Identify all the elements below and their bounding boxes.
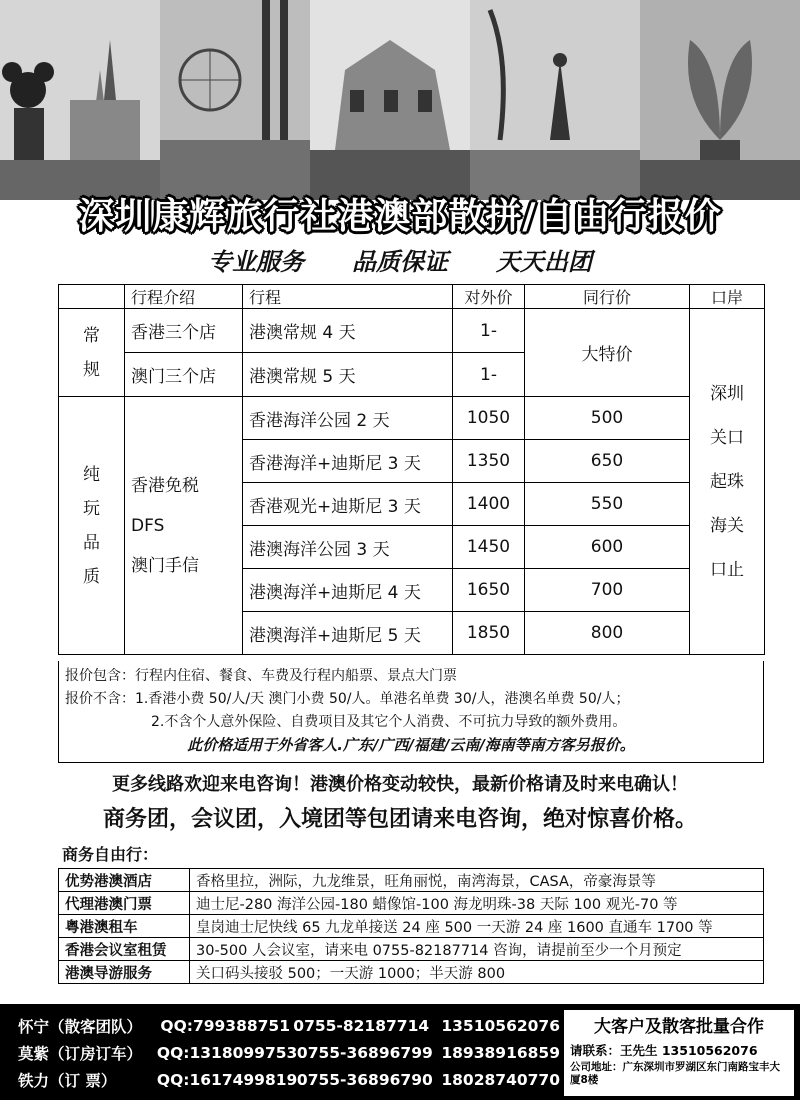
business-key: 香港会议室租赁: [59, 938, 190, 961]
note-excluded-1: 报价不含：1.香港小费 50/人/天 澳门小费 50/人。单港名单费 30/人，港澳名单费 50/人；: [65, 691, 630, 707]
business-key: 粤港澳租车: [59, 915, 190, 938]
business-value: 迪士尼-280 海洋公园-180 蜡像馆-100 海龙明珠-38 天际 100 观光-70 等: [190, 892, 764, 915]
banner-photo-collage: [0, 0, 800, 200]
business-value: 关口码头接驳 500；一天游 1000；半天游 800: [190, 961, 764, 984]
contact-qq: QQ:1617499819: [156, 1070, 298, 1089]
contact-qq: QQ:799388751: [160, 1016, 291, 1035]
public-price-cell: 1400: [453, 483, 525, 526]
contact-name: 莫紫（订房订车）: [18, 1044, 143, 1063]
vip-address: 公司地址：广东深圳市罗湖区东门南路宝丰大厦8楼: [570, 1061, 780, 1086]
category-regular: 常 规: [59, 309, 125, 397]
contact-tel: 0755-36896799: [296, 1043, 433, 1062]
route-cell: 港澳海洋+迪斯尼 5 天: [243, 612, 453, 655]
slogan-quality: 品质保证: [352, 248, 448, 276]
public-price-cell: 1350: [453, 440, 525, 483]
peer-price-cell: 600: [525, 526, 690, 569]
slogan-professional: 专业服务: [208, 248, 304, 276]
header-public-price: 对外价: [453, 285, 525, 309]
table-row: [59, 892, 764, 915]
peer-price-cell: 650: [525, 440, 690, 483]
banner-illustration: [0, 0, 800, 200]
peer-price-cell: 800: [525, 612, 690, 655]
vip-heading: 大客户及散客批量合作: [594, 1017, 764, 1037]
contact-name: 怀宁（散客团队）: [18, 1017, 143, 1036]
route-cell: 港澳常规 5 天: [243, 353, 453, 397]
table-row: [59, 938, 764, 961]
contact-mobile: 18028740770: [441, 1070, 560, 1089]
contact-row: [0, 1012, 560, 1039]
intro-cell: 香港三个店: [125, 309, 243, 353]
slogan-daily: 天天出团: [496, 248, 592, 276]
table-row: [59, 397, 765, 440]
peer-price-cell: 700: [525, 569, 690, 612]
contact-name: 铁力（订 票）: [18, 1071, 117, 1090]
contact-list: [0, 1012, 560, 1093]
route-cell: 香港海洋+迪斯尼 3 天: [243, 440, 453, 483]
pure-intro-cell: 香港免税 DFS 澳门手信: [125, 397, 243, 655]
contact-mobile: 18938916859: [441, 1043, 560, 1062]
contact-qq: QQ:1318099753: [156, 1043, 298, 1062]
header-port: 口岸: [690, 285, 765, 309]
table-row: [59, 915, 764, 938]
table-row: [59, 961, 764, 984]
contact-row: [0, 1066, 560, 1093]
slogan-bar: [0, 242, 800, 277]
intro-cell: 澳门三个店: [125, 353, 243, 397]
special-price: 大特价: [525, 309, 690, 397]
note-applies: 此价格适用于外省客人.广东/广西/福建/云南/海南等南方客另报价。: [187, 736, 635, 754]
contact-tel: 0755-36896790: [296, 1070, 433, 1089]
public-price-cell: 1-: [453, 353, 525, 397]
route-cell: 港澳海洋公园 3 天: [243, 526, 453, 569]
route-cell: 港澳海洋+迪斯尼 4 天: [243, 569, 453, 612]
promo-line-1: 更多线路欢迎来电咨询！港澳价格变动较快，最新价格请及时来电确认！: [112, 774, 688, 795]
bauhinia-statue-photo: [640, 0, 800, 200]
business-value: 香格里拉，洲际，九龙维景，旺角丽悦，南湾海景，CASA，帝豪海景等: [190, 869, 764, 892]
table-row: [59, 869, 764, 892]
contact-tel: 0755-82187714: [293, 1016, 430, 1035]
business-key: 港澳导游服务: [59, 961, 190, 984]
route-cell: 香港海洋公园 2 天: [243, 397, 453, 440]
business-key: 代理港澳门票: [59, 892, 190, 915]
port-cell: 深圳 关口 起珠 海关 口止: [690, 309, 765, 655]
public-price-cell: 1650: [453, 569, 525, 612]
public-price-cell: 1-: [453, 309, 525, 353]
header-blank: [59, 285, 125, 309]
business-value: 30-500 人会议室，请来电 0755-82187714 咨询，请提前至少一个月预定: [190, 938, 764, 961]
promo-line-2: 商务团，会议团，入境团等包团请来电咨询，绝对惊喜价格。: [102, 807, 697, 832]
ruins-facade-photo: [310, 0, 470, 200]
header-peer-price: 同行价: [525, 285, 690, 309]
vip-cooperation-box: [564, 1010, 794, 1096]
category-pure: 纯 玩 品 质: [59, 397, 125, 655]
note-excluded-2: 2.不含个人意外保险、自费项目及其它个人消费、不可抗力导致的额外费用。: [151, 714, 627, 730]
vip-contact: 请联系：王先生 13510562076: [570, 1043, 758, 1058]
price-table: [58, 284, 765, 655]
business-table: [58, 868, 764, 984]
public-price-cell: 1050: [453, 397, 525, 440]
route-cell: 香港观光+迪斯尼 3 天: [243, 483, 453, 526]
price-notes: [58, 661, 764, 763]
table-row: [59, 309, 765, 353]
business-label: 商务自由行：: [62, 845, 159, 864]
contact-row: [0, 1039, 560, 1066]
header-route: 行程: [243, 285, 453, 309]
peer-price-cell: 550: [525, 483, 690, 526]
business-key: 优势港澳酒店: [59, 869, 190, 892]
route-cell: 港澳常规 4 天: [243, 309, 453, 353]
business-value: 皇岗迪士尼快线 65 九龙单接送 24 座 500 一天游 24 座 1600 直通车 1700 等: [190, 915, 764, 938]
ferris-wheel-photo: [160, 0, 310, 200]
castle-photo: [0, 0, 160, 200]
page-title: 深圳康辉旅行社港澳部散拼/自由行报价: [78, 196, 722, 237]
contact-mobile: 13510562076: [441, 1016, 560, 1035]
public-price-cell: 1850: [453, 612, 525, 655]
peer-price-cell: 500: [525, 397, 690, 440]
header-intro: 行程介绍: [125, 285, 243, 309]
public-price-cell: 1450: [453, 526, 525, 569]
note-included: 报价包含：行程内住宿、餐食、车费及行程内船票、景点大门票: [65, 668, 457, 684]
statue-photo: [470, 0, 640, 200]
